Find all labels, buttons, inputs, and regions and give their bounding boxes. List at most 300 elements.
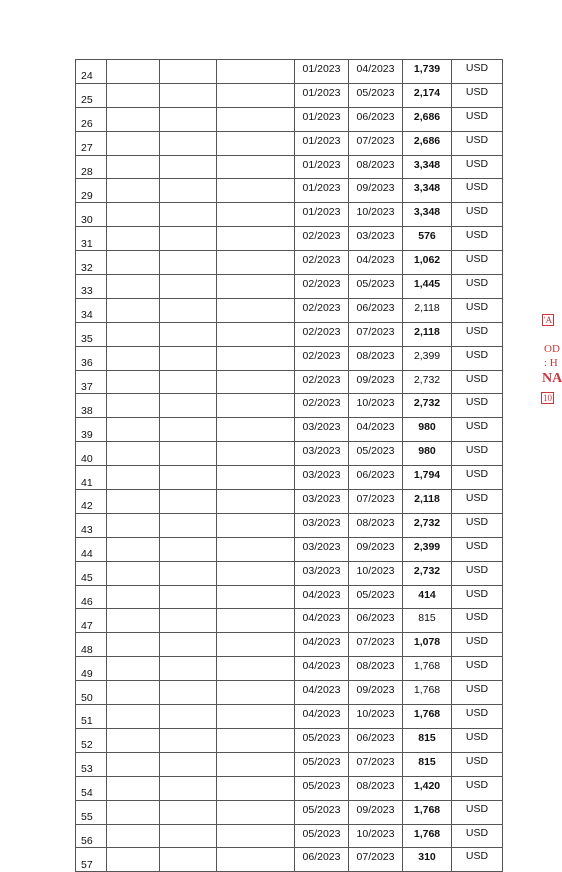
- empty-cell: [217, 657, 295, 681]
- from-date-cell: 04/2023: [295, 705, 349, 729]
- amount-cell: 3,348: [403, 155, 452, 179]
- empty-cell: [217, 776, 295, 800]
- from-date-cell: 04/2023: [295, 633, 349, 657]
- empty-cell: [107, 848, 160, 872]
- empty-cell: [217, 60, 295, 84]
- currency-cell: USD: [452, 251, 503, 275]
- row-number-cell: 32: [76, 251, 107, 275]
- empty-cell: [160, 60, 217, 84]
- table-row: [76, 633, 503, 657]
- to-date-cell: 08/2023: [349, 513, 403, 537]
- empty-cell: [217, 728, 295, 752]
- empty-cell: [160, 370, 217, 394]
- empty-cell: [107, 83, 160, 107]
- from-date-cell: 01/2023: [295, 107, 349, 131]
- empty-cell: [160, 705, 217, 729]
- table-row: [76, 824, 503, 848]
- currency-cell: USD: [452, 227, 503, 251]
- table-row: [76, 131, 503, 155]
- to-date-cell: 07/2023: [349, 490, 403, 514]
- empty-cell: [217, 298, 295, 322]
- stamp-line: : H: [544, 357, 558, 369]
- empty-cell: [107, 513, 160, 537]
- row-number-cell: 35: [76, 322, 107, 346]
- row-number-cell: 57: [76, 848, 107, 872]
- currency-cell: USD: [452, 275, 503, 299]
- from-date-cell: 02/2023: [295, 370, 349, 394]
- row-number-cell: 44: [76, 537, 107, 561]
- from-date-cell: 02/2023: [295, 275, 349, 299]
- to-date-cell: 04/2023: [349, 251, 403, 275]
- empty-cell: [107, 131, 160, 155]
- empty-cell: [160, 752, 217, 776]
- empty-cell: [217, 752, 295, 776]
- from-date-cell: 04/2023: [295, 681, 349, 705]
- row-number-cell: 43: [76, 513, 107, 537]
- amount-cell: 2,399: [403, 346, 452, 370]
- table-row: [76, 752, 503, 776]
- row-number-cell: 34: [76, 298, 107, 322]
- empty-cell: [217, 251, 295, 275]
- to-date-cell: 07/2023: [349, 848, 403, 872]
- currency-cell: USD: [452, 466, 503, 490]
- row-number-cell: 56: [76, 824, 107, 848]
- empty-cell: [160, 251, 217, 275]
- to-date-cell: 08/2023: [349, 155, 403, 179]
- table-row: [76, 251, 503, 275]
- empty-cell: [107, 561, 160, 585]
- from-date-cell: 06/2023: [295, 848, 349, 872]
- table-row: [76, 848, 503, 872]
- row-number-cell: 52: [76, 728, 107, 752]
- table-row: [76, 179, 503, 203]
- currency-cell: USD: [452, 824, 503, 848]
- from-date-cell: 01/2023: [295, 179, 349, 203]
- empty-cell: [217, 107, 295, 131]
- currency-cell: USD: [452, 513, 503, 537]
- empty-cell: [107, 776, 160, 800]
- table-row: [76, 322, 503, 346]
- currency-cell: USD: [452, 681, 503, 705]
- table-row: [76, 155, 503, 179]
- row-number-cell: 25: [76, 83, 107, 107]
- empty-cell: [217, 442, 295, 466]
- empty-cell: [217, 561, 295, 585]
- empty-cell: [107, 179, 160, 203]
- amount-cell: 1,768: [403, 800, 452, 824]
- row-number-cell: 38: [76, 394, 107, 418]
- row-number-cell: 49: [76, 657, 107, 681]
- row-number-cell: 42: [76, 490, 107, 514]
- currency-cell: USD: [452, 346, 503, 370]
- row-number-cell: 41: [76, 466, 107, 490]
- stamp-line: 'A: [544, 315, 553, 325]
- currency-cell: USD: [452, 609, 503, 633]
- empty-cell: [107, 251, 160, 275]
- empty-cell: [217, 418, 295, 442]
- to-date-cell: 08/2023: [349, 657, 403, 681]
- amount-cell: 2,118: [403, 298, 452, 322]
- empty-cell: [160, 728, 217, 752]
- amount-cell: 1,794: [403, 466, 452, 490]
- table-row: [76, 394, 503, 418]
- empty-cell: [217, 848, 295, 872]
- currency-cell: USD: [452, 83, 503, 107]
- empty-cell: [217, 227, 295, 251]
- empty-cell: [217, 681, 295, 705]
- table-row: [76, 60, 503, 84]
- amount-cell: 1,739: [403, 60, 452, 84]
- empty-cell: [217, 322, 295, 346]
- amount-cell: 1,062: [403, 251, 452, 275]
- currency-cell: USD: [452, 705, 503, 729]
- from-date-cell: 03/2023: [295, 490, 349, 514]
- empty-cell: [160, 848, 217, 872]
- currency-cell: USD: [452, 848, 503, 872]
- from-date-cell: 02/2023: [295, 346, 349, 370]
- empty-cell: [217, 585, 295, 609]
- empty-cell: [160, 179, 217, 203]
- empty-cell: [160, 298, 217, 322]
- currency-cell: USD: [452, 203, 503, 227]
- empty-cell: [160, 585, 217, 609]
- row-number-cell: 47: [76, 609, 107, 633]
- from-date-cell: 05/2023: [295, 776, 349, 800]
- stamp-line: NA: [542, 371, 562, 386]
- from-date-cell: 01/2023: [295, 83, 349, 107]
- table-row: [76, 107, 503, 131]
- empty-cell: [107, 442, 160, 466]
- table-row: [76, 418, 503, 442]
- empty-cell: [107, 155, 160, 179]
- empty-cell: [217, 466, 295, 490]
- empty-cell: [107, 60, 160, 84]
- empty-cell: [160, 442, 217, 466]
- empty-cell: [217, 513, 295, 537]
- from-date-cell: 01/2023: [295, 60, 349, 84]
- to-date-cell: 06/2023: [349, 466, 403, 490]
- empty-cell: [217, 824, 295, 848]
- from-date-cell: 04/2023: [295, 585, 349, 609]
- empty-cell: [160, 83, 217, 107]
- empty-cell: [217, 609, 295, 633]
- currency-cell: USD: [452, 418, 503, 442]
- to-date-cell: 05/2023: [349, 585, 403, 609]
- currency-cell: USD: [452, 370, 503, 394]
- table-row: [76, 537, 503, 561]
- from-date-cell: 05/2023: [295, 752, 349, 776]
- table-row: [76, 681, 503, 705]
- amount-cell: 2,732: [403, 394, 452, 418]
- table-row: [76, 227, 503, 251]
- currency-cell: USD: [452, 800, 503, 824]
- amount-cell: 2,174: [403, 83, 452, 107]
- empty-cell: [217, 800, 295, 824]
- row-number-cell: 55: [76, 800, 107, 824]
- currency-cell: USD: [452, 179, 503, 203]
- empty-cell: [160, 776, 217, 800]
- empty-cell: [160, 227, 217, 251]
- row-number-cell: 27: [76, 131, 107, 155]
- empty-cell: [217, 370, 295, 394]
- amount-cell: 2,732: [403, 370, 452, 394]
- table-row: [76, 800, 503, 824]
- from-date-cell: 04/2023: [295, 609, 349, 633]
- from-date-cell: 02/2023: [295, 394, 349, 418]
- empty-cell: [107, 609, 160, 633]
- row-number-cell: 37: [76, 370, 107, 394]
- empty-cell: [107, 728, 160, 752]
- empty-cell: [217, 633, 295, 657]
- from-date-cell: 03/2023: [295, 466, 349, 490]
- to-date-cell: 06/2023: [349, 298, 403, 322]
- from-date-cell: 02/2023: [295, 298, 349, 322]
- to-date-cell: 05/2023: [349, 83, 403, 107]
- to-date-cell: 04/2023: [349, 60, 403, 84]
- to-date-cell: 07/2023: [349, 752, 403, 776]
- amount-cell: 1,420: [403, 776, 452, 800]
- to-date-cell: 08/2023: [349, 776, 403, 800]
- amount-cell: 2,686: [403, 131, 452, 155]
- row-number-cell: 40: [76, 442, 107, 466]
- from-date-cell: 05/2023: [295, 728, 349, 752]
- to-date-cell: 07/2023: [349, 322, 403, 346]
- empty-cell: [217, 155, 295, 179]
- to-date-cell: 09/2023: [349, 800, 403, 824]
- ledger-table: [75, 59, 503, 872]
- empty-cell: [217, 179, 295, 203]
- from-date-cell: 01/2023: [295, 155, 349, 179]
- currency-cell: USD: [452, 537, 503, 561]
- to-date-cell: 03/2023: [349, 227, 403, 251]
- from-date-cell: 01/2023: [295, 203, 349, 227]
- from-date-cell: 03/2023: [295, 513, 349, 537]
- table-row: [76, 609, 503, 633]
- from-date-cell: 03/2023: [295, 418, 349, 442]
- from-date-cell: 04/2023: [295, 657, 349, 681]
- empty-cell: [217, 705, 295, 729]
- table-row: [76, 83, 503, 107]
- empty-cell: [217, 490, 295, 514]
- row-number-cell: 29: [76, 179, 107, 203]
- amount-cell: 2,686: [403, 107, 452, 131]
- currency-cell: USD: [452, 561, 503, 585]
- row-number-cell: 48: [76, 633, 107, 657]
- empty-cell: [107, 657, 160, 681]
- from-date-cell: 02/2023: [295, 251, 349, 275]
- row-number-cell: 45: [76, 561, 107, 585]
- table-row: [76, 203, 503, 227]
- empty-cell: [107, 370, 160, 394]
- empty-cell: [160, 561, 217, 585]
- to-date-cell: 09/2023: [349, 179, 403, 203]
- stamp-fragment: [540, 300, 562, 430]
- row-number-cell: 24: [76, 60, 107, 84]
- empty-cell: [107, 824, 160, 848]
- currency-cell: USD: [452, 776, 503, 800]
- amount-cell: 3,348: [403, 179, 452, 203]
- table-row: [76, 442, 503, 466]
- empty-cell: [160, 609, 217, 633]
- currency-cell: USD: [452, 585, 503, 609]
- amount-cell: 310: [403, 848, 452, 872]
- from-date-cell: 05/2023: [295, 824, 349, 848]
- table-row: [76, 466, 503, 490]
- to-date-cell: 05/2023: [349, 442, 403, 466]
- empty-cell: [160, 346, 217, 370]
- to-date-cell: 10/2023: [349, 824, 403, 848]
- empty-cell: [107, 227, 160, 251]
- empty-cell: [160, 418, 217, 442]
- currency-cell: USD: [452, 107, 503, 131]
- table-row: [76, 346, 503, 370]
- currency-cell: USD: [452, 442, 503, 466]
- to-date-cell: 06/2023: [349, 728, 403, 752]
- empty-cell: [107, 298, 160, 322]
- to-date-cell: 09/2023: [349, 537, 403, 561]
- amount-cell: 2,732: [403, 561, 452, 585]
- currency-cell: USD: [452, 155, 503, 179]
- empty-cell: [160, 633, 217, 657]
- currency-cell: USD: [452, 131, 503, 155]
- empty-cell: [160, 322, 217, 346]
- currency-cell: USD: [452, 752, 503, 776]
- row-number-cell: 36: [76, 346, 107, 370]
- empty-cell: [107, 490, 160, 514]
- amount-cell: 815: [403, 609, 452, 633]
- empty-cell: [107, 752, 160, 776]
- row-number-cell: 33: [76, 275, 107, 299]
- table-row: [76, 585, 503, 609]
- currency-cell: USD: [452, 657, 503, 681]
- empty-cell: [160, 107, 217, 131]
- to-date-cell: 10/2023: [349, 561, 403, 585]
- empty-cell: [160, 824, 217, 848]
- empty-cell: [217, 346, 295, 370]
- to-date-cell: 10/2023: [349, 394, 403, 418]
- stamp-line: 10: [543, 393, 552, 403]
- to-date-cell: 07/2023: [349, 131, 403, 155]
- from-date-cell: 02/2023: [295, 322, 349, 346]
- from-date-cell: 03/2023: [295, 537, 349, 561]
- empty-cell: [107, 800, 160, 824]
- table-row: [76, 776, 503, 800]
- amount-cell: 815: [403, 752, 452, 776]
- amount-cell: 2,732: [403, 513, 452, 537]
- table-row: [76, 275, 503, 299]
- empty-cell: [107, 322, 160, 346]
- row-number-cell: 26: [76, 107, 107, 131]
- from-date-cell: 03/2023: [295, 442, 349, 466]
- empty-cell: [160, 131, 217, 155]
- empty-cell: [160, 275, 217, 299]
- to-date-cell: 09/2023: [349, 370, 403, 394]
- row-number-cell: 46: [76, 585, 107, 609]
- table-row: [76, 513, 503, 537]
- empty-cell: [160, 681, 217, 705]
- empty-cell: [107, 275, 160, 299]
- empty-cell: [217, 203, 295, 227]
- table-row: [76, 370, 503, 394]
- amount-cell: 2,118: [403, 322, 452, 346]
- from-date-cell: 05/2023: [295, 800, 349, 824]
- amount-cell: 980: [403, 418, 452, 442]
- to-date-cell: 06/2023: [349, 609, 403, 633]
- row-number-cell: 30: [76, 203, 107, 227]
- amount-cell: 2,399: [403, 537, 452, 561]
- stamp-line: OD: [544, 343, 560, 355]
- currency-cell: USD: [452, 728, 503, 752]
- empty-cell: [160, 513, 217, 537]
- empty-cell: [107, 585, 160, 609]
- table-row: [76, 298, 503, 322]
- currency-cell: USD: [452, 633, 503, 657]
- ledger-rows: [76, 60, 503, 872]
- amount-cell: 1,768: [403, 705, 452, 729]
- currency-cell: USD: [452, 394, 503, 418]
- currency-cell: USD: [452, 298, 503, 322]
- empty-cell: [107, 418, 160, 442]
- amount-cell: 3,348: [403, 203, 452, 227]
- to-date-cell: 10/2023: [349, 203, 403, 227]
- from-date-cell: 02/2023: [295, 227, 349, 251]
- empty-cell: [107, 705, 160, 729]
- table-row: [76, 657, 503, 681]
- empty-cell: [107, 203, 160, 227]
- row-number-cell: 28: [76, 155, 107, 179]
- empty-cell: [107, 681, 160, 705]
- to-date-cell: 06/2023: [349, 107, 403, 131]
- table-row: [76, 728, 503, 752]
- to-date-cell: 04/2023: [349, 418, 403, 442]
- amount-cell: 414: [403, 585, 452, 609]
- empty-cell: [160, 490, 217, 514]
- amount-cell: 1,768: [403, 681, 452, 705]
- amount-cell: 2,118: [403, 490, 452, 514]
- empty-cell: [217, 83, 295, 107]
- currency-cell: USD: [452, 322, 503, 346]
- empty-cell: [107, 394, 160, 418]
- currency-cell: USD: [452, 60, 503, 84]
- from-date-cell: 03/2023: [295, 561, 349, 585]
- row-number-cell: 51: [76, 705, 107, 729]
- amount-cell: 815: [403, 728, 452, 752]
- amount-cell: 1,445: [403, 275, 452, 299]
- empty-cell: [160, 800, 217, 824]
- empty-cell: [107, 346, 160, 370]
- row-number-cell: 50: [76, 681, 107, 705]
- empty-cell: [217, 275, 295, 299]
- amount-cell: 1,078: [403, 633, 452, 657]
- empty-cell: [107, 537, 160, 561]
- row-number-cell: 39: [76, 418, 107, 442]
- from-date-cell: 01/2023: [295, 131, 349, 155]
- empty-cell: [160, 657, 217, 681]
- amount-cell: 1,768: [403, 657, 452, 681]
- empty-cell: [160, 394, 217, 418]
- empty-cell: [107, 633, 160, 657]
- row-number-cell: 54: [76, 776, 107, 800]
- empty-cell: [160, 466, 217, 490]
- to-date-cell: 10/2023: [349, 705, 403, 729]
- empty-cell: [217, 394, 295, 418]
- empty-cell: [160, 155, 217, 179]
- empty-cell: [160, 203, 217, 227]
- table-row: [76, 561, 503, 585]
- table-row: [76, 490, 503, 514]
- empty-cell: [160, 537, 217, 561]
- table-row: [76, 705, 503, 729]
